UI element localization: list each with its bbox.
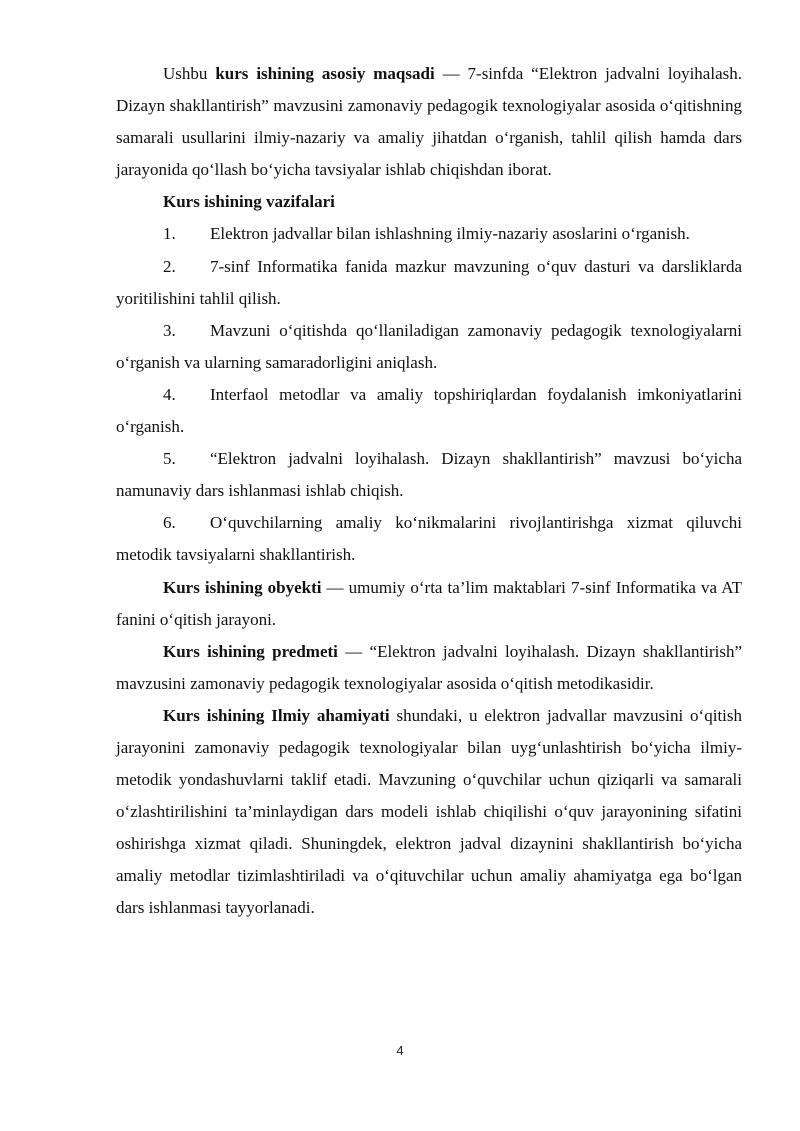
object-label: Kurs ishining obyekti — [163, 577, 322, 597]
task-text: “Elektron jadvalni loyihalash. Dizayn shakllantirish” mavzusi bo‘yicha namunaviy dars ishlanmasi ishlab chiqish. — [116, 449, 742, 501]
task-number: 2. — [163, 256, 176, 276]
document-page — [116, 58, 742, 925]
subject-paragraph — [116, 636, 742, 700]
task-item — [116, 379, 742, 443]
purpose-lead: Ushbu — [163, 64, 216, 83]
purpose-label: kurs ishining asosiy maqsadi — [215, 64, 435, 83]
task-item — [116, 507, 742, 571]
subject-text: — “Elektron jadvalni loyihalash. Dizayn shakllantirish” mavzusini zamonaviy pedagogik texnologiyalar asosida o‘qitish metodikasidir. — [116, 641, 742, 693]
task-number: 3. — [163, 320, 176, 340]
task-text: Interfaol metodlar va amaliy topshiriqlardan foydalanish imkoniyatlarini o‘rganish. — [116, 384, 742, 437]
task-number: 1. — [163, 224, 176, 244]
task-item — [116, 251, 742, 315]
significance-paragraph — [116, 700, 742, 925]
object-paragraph — [116, 572, 742, 636]
task-item — [116, 443, 742, 507]
task-item — [116, 218, 742, 250]
task-text: O‘quvchilarning amaliy ko‘nikmalarini rivojlantirishga xizmat qiluvchi metodik tavsiyalarni shakllantirish. — [116, 513, 742, 565]
tasks-heading: Kurs ishining vazifalari — [163, 192, 335, 212]
significance-text: shundaki, u elektron jadvallar mavzusini o‘qitish jarayonini zamonaviy pedagogik texnologiyalar bilan uyg‘unlashtirish bo‘yicha ilmiy-metodik yondashuvlarni taklif etadi. Mavzuning o‘quvchilar uchun qiziqarli va samarali o‘zlashtirilishini ta’minlaydigan dars modeli ishlab chiqilishi o‘quv jarayonining sifatini oshirishga xizmat qiladi. Shuningdek, elektron jadval dizaynini shakllantirish bo‘yicha amaliy metodlar tizimlashtiriladi va o‘qituvchilar uchun amaliy ahamiyatga ega bo‘lgan dars ishlanmasi tayyorlanadi. — [116, 705, 743, 918]
task-text: Mavzuni o‘qitishda qo‘llaniladigan zamonaviy pedagogik texnologiyalarni o‘rganish va ularning samaradorligini aniqlash. — [116, 320, 742, 372]
page-number: 4 — [396, 1043, 404, 1058]
task-text: Elektron jadvallar bilan ishlashning ilmiy-nazariy asoslarini o‘rganish. — [210, 224, 690, 244]
task-number: 4. — [163, 384, 176, 404]
significance-label: Kurs ishining Ilmiy ahamiyati — [163, 705, 390, 725]
subject-label: Kurs ishining predmeti — [163, 641, 338, 661]
purpose-text: — 7-sinfda “Elektron jadvalni loyihalash. Dizayn shakllantirish” mavzusini zamonaviy pedagogik texnologiyalar asosida o‘qitishning samarali usullarini ilmiy-nazariy va amaliy jihatdan o‘rganish, tahlil qilish hamda dars jarayonida qo‘llash bo‘yicha tavsiyalar ishlab chiqishdan iborat. — [116, 64, 742, 180]
object-text: — umumiy o‘rta ta’lim maktablari 7-sinf Informatika va AT fanini o‘qitish jarayoni. — [116, 577, 743, 629]
purpose-paragraph — [116, 58, 742, 186]
task-number: 6. — [163, 513, 176, 533]
task-number: 5. — [163, 449, 176, 469]
task-text: 7-sinf Informatika fanida mazkur mavzuning o‘quv dasturi va darsliklarda yoritilishini tahlil qilish. — [116, 256, 742, 308]
task-item — [116, 315, 742, 379]
